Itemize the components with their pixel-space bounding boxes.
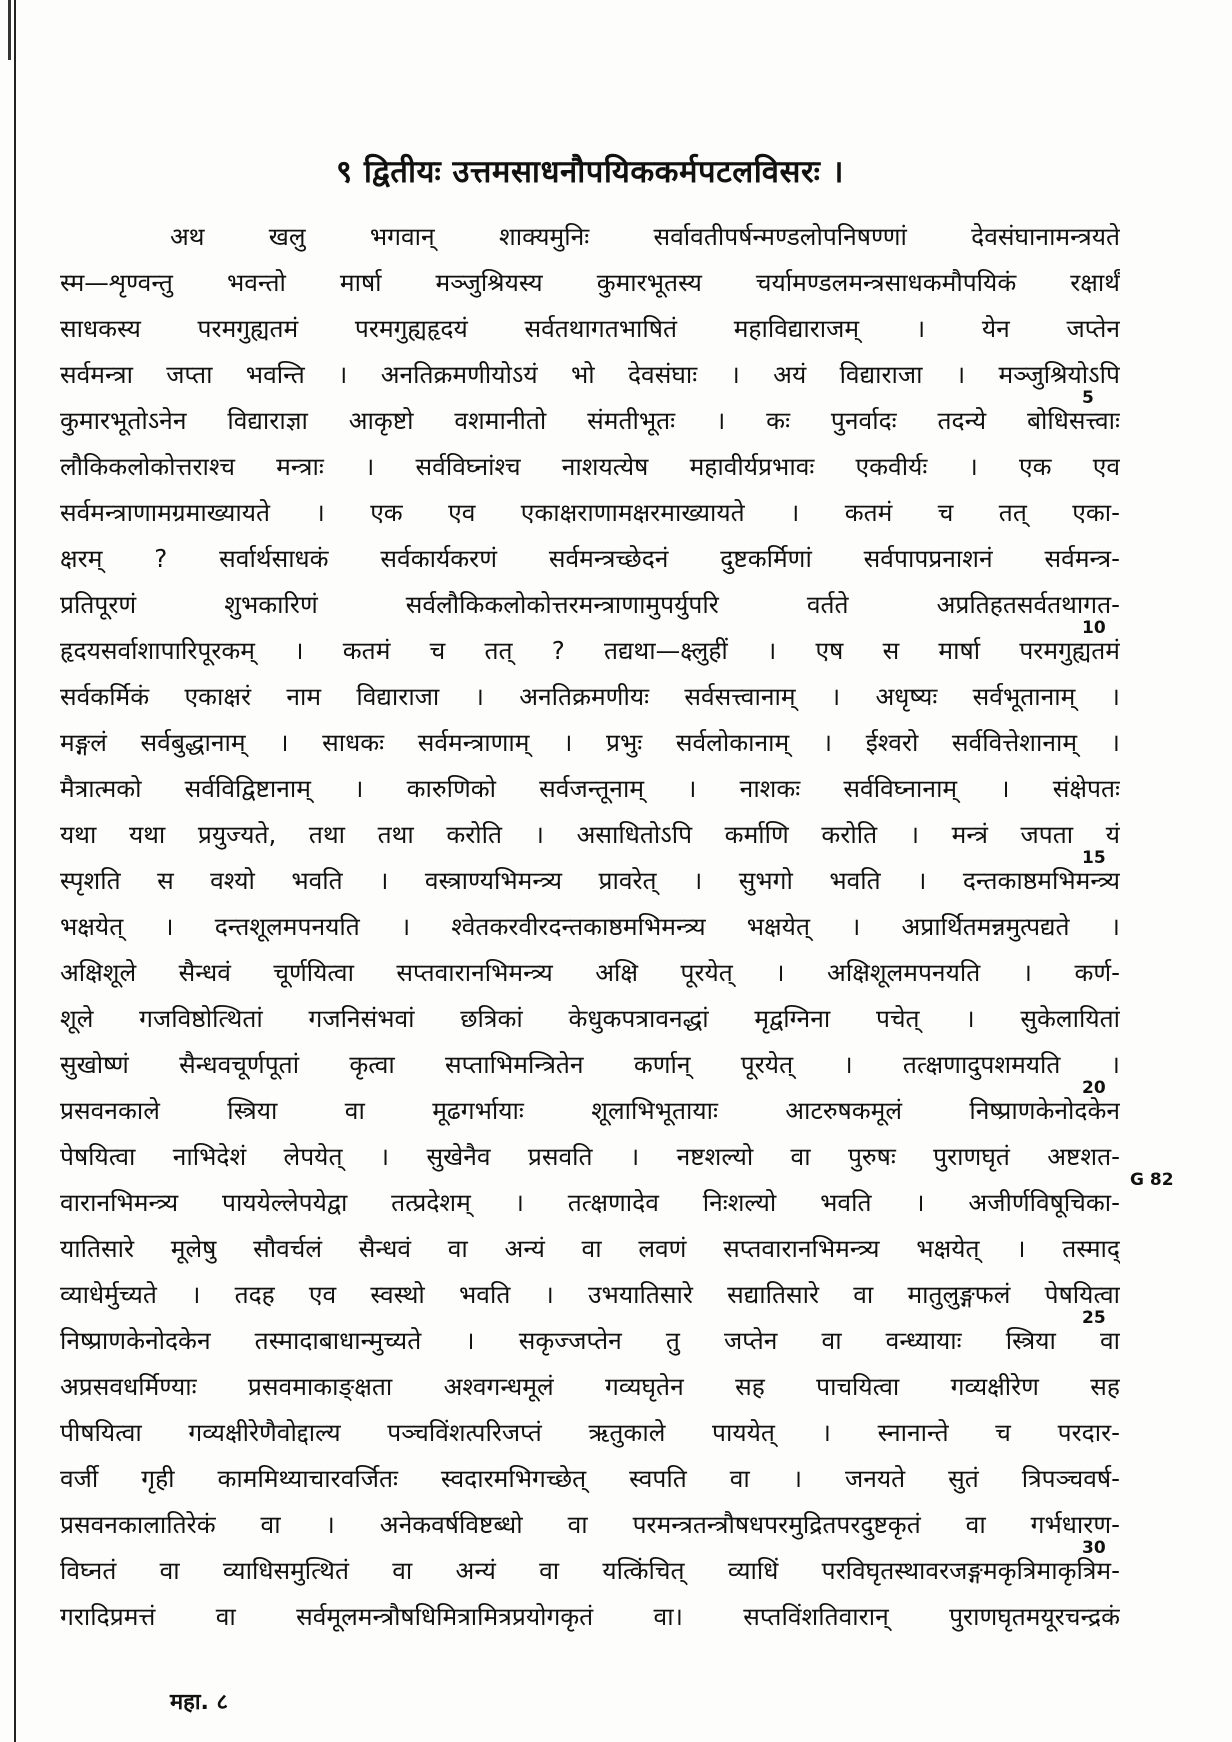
text-line: वर्जी गृही काममिथ्याचारवर्जितः स्वदारमभिगच्छेत् स्वपति वा । जनयते सुतं त्रिपञ्चवर्ष- [60,1464,1120,1493]
text-line: गरादिप्रमत्तं वा सर्वमूलमन्त्रौषधिमित्रामित्रप्रयोगकृतं वा। सप्तविंशतिवारान् पुराणघृतमयूरचन्द्रकं [60,1602,1120,1631]
text-line: यथा यथा प्रयुज्यते, तथा तथा करोति । असाधितोऽपि कर्माणि करोति । मन्त्रं जपता यं [60,820,1120,849]
text-line: कुमारभूतोऽनेन विद्याराज्ञा आकृष्टो वशमानीतो संमतीभूतः । कः पुनर्वादः तदन्ये बोधिसत्त्वाः [60,406,1120,435]
text-body [60,214,1120,1640]
chapter-heading: ९ द्वितीयः उत्तमसाधनौपयिककर्मपटलविसरः । [336,154,844,190]
text-line: प्रसवनकालातिरेकं वा । अनेकवर्षविष्टब्धो वा परमन्त्रतन्त्रौषधपरमुद्रितपरदुष्टकृतं वा गर्भधारण- [60,1510,1120,1539]
line-number: 15 [1082,848,1106,868]
page-reference: G 82 [1130,1170,1174,1190]
text-line: हृदयसर्वाशापारिपूरकम् । कतमं च तत् ? तद्यथा—क्ष्लुहीं । एष स मार्षा परमगुह्यतमं [60,636,1120,665]
scan-edge-line [14,0,16,1742]
text-line: अक्षिशूले सैन्धवं चूर्णयित्वा सप्तवारानभिमन्त्र्य अक्षि पूरयेत् । अक्षिशूलमपनयति । कर्ण- [60,958,1120,987]
scan-edge [8,0,11,60]
line-number: 20 [1082,1078,1106,1098]
text-line: क्षरम् ? सर्वार्थसाधकं सर्वकार्यकरणं सर्वमन्त्रच्छेदनं दुष्टकर्मिणां सर्वपापप्रनाशनं सर्वमन्त्र- [60,544,1120,573]
text-line: साधकस्य परमगुह्यतमं परमगुह्यहृदयं सर्वतथागतभाषितं महाविद्याराजम् । येन जप्तेन [60,314,1120,343]
line-number: 30 [1082,1538,1106,1558]
text-line: पीषयित्वा गव्यक्षीरेणैवोद्दाल्य पञ्चविंशत्परिजप्तं ऋतुकाले पाययेत् । स्नानान्ते च परदार- [60,1418,1120,1447]
text-line: निष्प्राणकेनोदकेन तस्मादाबाधान्मुच्यते । सकृज्जप्तेन तु जप्तेन वा वन्ध्यायाः स्त्रिया वा [60,1326,1120,1355]
line-number: 25 [1082,1308,1106,1328]
text-line: पेषयित्वा नाभिदेशं लेपयेत् । सुखेनैव प्रसवति । नष्टशल्यो वा पुरुषः पुराणघृतं अष्टशत- [60,1142,1120,1171]
page-footer: महा. ८ [170,1690,228,1715]
text-line: सुखोष्णं सैन्धवचूर्णपूतां कृत्वा सप्ताभिमन्त्रितेन कर्णान् पूरयेत् । तत्क्षणादुपशमयति । [60,1050,1120,1079]
line-number: 10 [1082,618,1106,638]
text-line: वारानभिमन्त्र्य पाययेल्लेपयेद्वा तत्प्रदेशम् । तत्क्षणादेव निःशल्यो भवति । अजीर्णविषूचिका- [60,1188,1120,1217]
text-line: अथ खलु भगवान् शाक्यमुनिः सर्वावतीपर्षन्मण्डलोपनिषण्णां देवसंघानामन्त्रयते [170,222,1120,251]
text-line: विघ्नतं वा व्याधिसमुत्थितं वा अन्यं वा यत्किंचित् व्याधिं परविघृतस्थावरजङ्गमकृत्रिमाकृत्रिम- [60,1556,1120,1585]
text-line: व्याधेर्मुच्यते । तदह एव स्वस्थो भवति । उभयातिसारे सद्यातिसारे वा मातुलुङ्गफलं पेषयित्वा [60,1280,1120,1309]
text-line: शूले गजविष्ठोत्थितां गजनिसंभवां छत्रिकां केधुकपत्रावनद्धां मृद्वग्निना पचेत् । सुकेलायितां [60,1004,1120,1033]
text-line: यातिसारे मूलेषु सौवर्चलं सैन्धवं वा अन्यं वा लवणं सप्तवारानभिमन्त्र्य भक्षयेत् । तस्माद् [60,1234,1120,1263]
text-line: स्म—शृण्वन्तु भवन्तो मार्षा मञ्जुश्रियस्य कुमारभूतस्य चर्यामण्डलमन्त्रसाधकमौपयिकं रक्षार्थं [60,268,1120,297]
text-line: सर्वकर्मिकं एकाक्षरं नाम विद्याराजा । अनतिक्रमणीयः सर्वसत्त्वानाम् । अधृष्यः सर्वभूतानाम् । [60,682,1120,711]
line-number: 5 [1082,388,1094,408]
text-line: मैत्रात्मको सर्वविद्विष्टानाम् । कारुणिको सर्वजन्तूनाम् । नाशकः सर्वविघ्नानाम् । संक्षेपतः [60,774,1120,803]
text-line: अप्रसवधर्मिण्याः प्रसवमाकाङ्क्षता अश्वगन्धमूलं गव्यघृतेन सह पाचयित्वा गव्यक्षीरेण सह [60,1372,1120,1401]
text-line: सर्वमन्त्रा जप्ता भवन्ति । अनतिक्रमणीयोऽयं भो देवसंघाः । अयं विद्याराजा । मञ्जुश्रियोऽपि [60,360,1120,389]
text-line: प्रसवनकाले स्त्रिया वा मूढगर्भायाः शूलाभिभूतायाः आटरुषकमूलं निष्प्राणकेनोदकेन [60,1096,1120,1125]
text-line: मङ्गलं सर्वबुद्धानाम् । साधकः सर्वमन्त्राणाम् । प्रभुः सर्वलोकानाम् । ईश्वरो सर्ववित्तेशानाम् । [60,728,1120,757]
text-line: सर्वमन्त्राणामग्रमाख्यायते । एक एव एकाक्षराणामक्षरमाख्यायते । कतमं च तत् एका- [60,498,1120,527]
text-line: लौकिकलोकोत्तराश्च मन्त्राः । सर्वविघ्नांश्च नाशयत्येष महावीर्यप्रभावः एकवीर्यः । एक एव [60,452,1120,481]
text-line: प्रतिपूरणं शुभकारिणं सर्वलौकिकलोकोत्तरमन्त्राणामुपर्युपरि वर्तते अप्रतिहतसर्वतथागत- [60,590,1120,619]
text-line: स्पृशति स वश्यो भवति । वस्त्राण्यभिमन्त्र्य प्रावरेत् । सुभगो भवति । दन्तकाष्ठमभिमन्त्र्य [60,866,1120,895]
text-line: भक्षयेत् । दन्तशूलमपनयति । श्वेतकरवीरदन्तकाष्ठमभिमन्त्र्य भक्षयेत् । अप्रार्थितमन्नमुत्पद्यते । [60,912,1120,941]
document-page [60,150,1120,1640]
